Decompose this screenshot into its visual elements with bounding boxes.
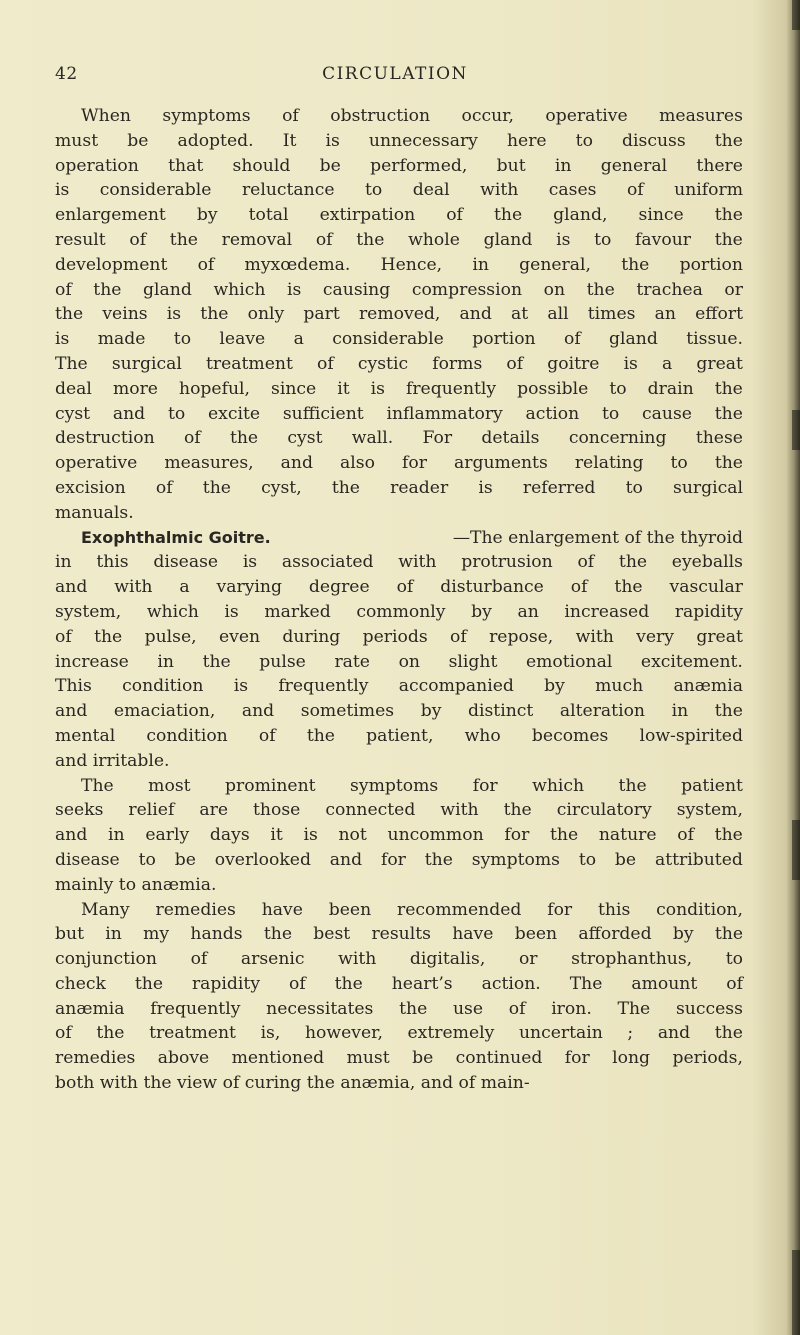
page-header <box>55 64 735 94</box>
text-line <box>55 426 743 451</box>
text-line <box>55 154 743 179</box>
text-line <box>55 1021 743 1046</box>
text-line <box>55 402 743 427</box>
line-text: is made to leave a considerable portion of gland tissue. <box>55 329 743 350</box>
line-text: Many remedies have been recommended for this condition, <box>81 899 743 920</box>
edge-mark <box>792 410 800 450</box>
edge-mark <box>792 1250 800 1335</box>
text-line <box>55 253 743 278</box>
edge-mark <box>792 0 800 30</box>
line-text: destruction of the cyst wall. For details concerning these <box>55 428 743 449</box>
line-text: development of myxœdema. Hence, in general, the portion <box>55 254 743 275</box>
text-line <box>55 848 743 873</box>
text-line <box>55 476 743 501</box>
page-number: 42 <box>55 64 78 84</box>
line-text: When symptoms of obstruction occur, operative measures <box>81 106 743 126</box>
text-line <box>55 1071 743 1096</box>
line-text: system, which is marked commonly by an increased rapidity <box>55 601 743 622</box>
paragraph <box>55 104 743 526</box>
line-text: This condition is frequently accompanied by much anæmia <box>55 676 743 697</box>
text-line <box>55 129 743 154</box>
line-text: seeks relief are those connected with the circulatory system, <box>55 800 743 821</box>
line-text: The surgical treatment of cystic forms of goitre is a great <box>55 353 743 374</box>
line-text: and in early days it is not uncommon for the nature of the <box>55 825 743 846</box>
text-line <box>55 922 743 947</box>
text-line <box>55 798 743 823</box>
text-line <box>55 724 743 749</box>
line-text: increase in the pulse rate on slight emotional excitement. <box>55 651 743 672</box>
text-line <box>55 749 743 774</box>
line-text: check the rapidity of the heart’s action. The amount of <box>55 973 743 994</box>
line-text: mental condition of the patient, who becomes low-spirited <box>55 725 743 746</box>
text-line <box>55 526 743 551</box>
text-line <box>55 699 743 724</box>
line-text: of the pulse, even during periods of repose, with very great <box>55 626 743 647</box>
page-edge-shadow <box>786 0 800 1335</box>
text-line <box>55 377 743 402</box>
line-text: deal more hopeful, since it is frequently possible to drain the <box>55 378 743 399</box>
text-line <box>55 947 743 972</box>
line-text: of the treatment is, however, extremely uncertain ; and the <box>55 1023 743 1044</box>
text-line <box>55 898 743 923</box>
line-text: in this disease is associated with protrusion of the eyeballs <box>55 552 743 573</box>
line-text: must be adopted. It is unnecessary here to discuss the <box>55 130 743 151</box>
section-heading: Exophthalmic Goitre. <box>81 527 271 547</box>
line-text: result of the removal of the whole gland is to favour the <box>55 229 743 250</box>
line-text: and with a varying degree of disturbance of the vascular <box>55 577 743 598</box>
text-line <box>55 600 743 625</box>
line-text: excision of the cyst, the reader is referred to surgical <box>55 477 743 498</box>
line-text: manuals. <box>55 502 134 523</box>
line-text: anæmia frequently necessitates the use of iron. The success <box>55 998 743 1019</box>
text-line <box>55 774 743 799</box>
text-line <box>55 997 743 1022</box>
line-text: but in my hands the best results have been afforded by the <box>55 924 743 945</box>
text-line <box>55 327 743 352</box>
text-line <box>55 352 743 377</box>
edge-mark <box>792 820 800 880</box>
line-text: The most prominent symptoms for which the patient <box>81 775 743 796</box>
text-line <box>55 650 743 675</box>
line-text: and irritable. <box>55 750 170 771</box>
text-line <box>55 873 743 898</box>
text-line <box>55 575 743 600</box>
text-line <box>55 501 743 526</box>
running-head: CIRCULATION <box>322 64 468 84</box>
text-line <box>55 104 743 129</box>
text-line <box>55 302 743 327</box>
text-line <box>55 278 743 303</box>
text-line <box>55 972 743 997</box>
text-line <box>55 1046 743 1071</box>
text-line <box>55 451 743 476</box>
body-text <box>55 104 743 1096</box>
line-text: cyst and to excite sufficient inflammatory action to cause the <box>55 403 743 424</box>
text-line <box>55 674 743 699</box>
line-text: remedies above mentioned must be continued for long periods, <box>55 1048 743 1069</box>
line-text: of the gland which is causing compression on the trachea or <box>55 279 743 300</box>
text-line <box>55 823 743 848</box>
text-line <box>55 178 743 203</box>
paragraph <box>55 898 743 1096</box>
line-text: disease to be overlooked and for the symptoms to be attributed <box>55 849 743 870</box>
line-text: is considerable reluctance to deal with cases of uniform <box>55 180 743 201</box>
line-text: both with the view of curing the anæmia, and of main- <box>55 1073 530 1094</box>
paragraph <box>55 774 743 898</box>
paragraph <box>55 526 743 774</box>
line-text: and emaciation, and sometimes by distinct alteration in the <box>55 701 743 722</box>
line-text: enlargement by total extirpation of the gland, since the <box>55 205 743 226</box>
line-text: mainly to anæmia. <box>55 874 217 895</box>
text-line <box>55 228 743 253</box>
text-line <box>55 550 743 575</box>
line-text: conjunction of arsenic with digitalis, or strophanthus, to <box>55 949 743 970</box>
line-text: the veins is the only part removed, and at all times an effort <box>55 304 743 325</box>
line-text: —The enlargement of the thyroid <box>452 527 743 548</box>
line-text: operative measures, and also for arguments relating to the <box>55 453 743 474</box>
line-text: operation that should be performed, but in general there <box>55 155 743 176</box>
text-line <box>55 203 743 228</box>
text-line <box>55 625 743 650</box>
